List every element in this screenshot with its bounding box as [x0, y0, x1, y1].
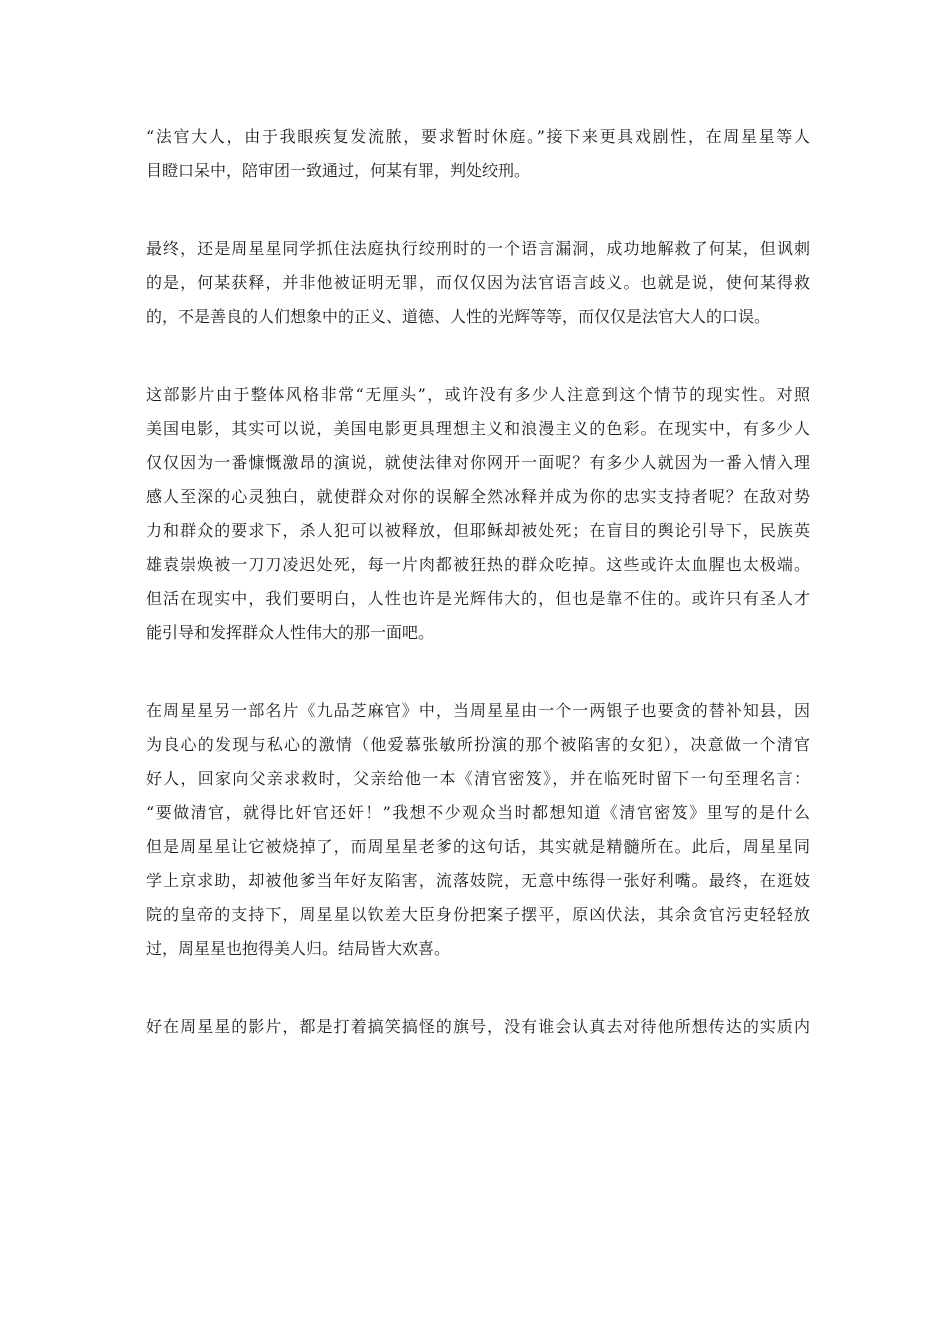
text-line: 好在周星星的影片，都是打着搞笑搞怪的旗号，没有谁会认真去对待他所想传达的实质内: [146, 1017, 810, 1036]
paragraph-2: [146, 232, 810, 334]
text-line: 力和群众的要求下，杀人犯可以被释放，但耶稣却被处死；在盲目的舆论引导下，民族英: [146, 521, 810, 540]
text-line: 美国电影，其实可以说，美国电影更具理想主义和浪漫主义的色彩。在现实中，有多少人: [146, 419, 810, 438]
text-line: “要做清官，就得比奸官还奸！”我想不少观众当时都想知道《清官密笈》里写的是什么: [146, 803, 810, 822]
paragraph-1: [146, 120, 810, 188]
text-line: 目瞪口呆中，陪审团一致通过，何某有罪，判处绞刑。: [146, 161, 531, 180]
text-line: 的，不是善良的人们想象中的正义、道德、人性的光辉等等，而仅仅是法官大人的口误。: [146, 307, 771, 326]
document-body: [146, 120, 810, 1088]
text-line: 但是周星星让它被烧掉了，而周星星老爹的这句话，其实就是精髓所在。此后，周星星同: [146, 837, 810, 856]
text-line: 学上京求助，却被他爹当年好友陷害，流落妓院，无意中练得一张好利嘴。最终，在逛妓: [146, 871, 810, 890]
text-line: 感人至深的心灵独白，就使群众对你的误解全然冰释并成为你的忠实支持者呢？在敌对势: [146, 487, 810, 506]
text-line: 的是，何某获释，并非他被证明无罪，而仅仅因为法官语言歧义。也就是说，使何某得救: [146, 273, 810, 292]
paragraph-3: [146, 378, 810, 650]
paragraph-5: [146, 1010, 810, 1044]
text-line: 最终，还是周星星同学抓住法庭执行绞刑时的一个语言漏洞，成功地解救了何某，但讽刺: [146, 239, 810, 258]
text-line: 这部影片由于整体风格非常“无厘头”，或许没有多少人注意到这个情节的现实性。对照: [146, 385, 810, 404]
text-line: 为良心的发现与私心的激情（他爱慕张敏所扮演的那个被陷害的女犯），决意做一个清官: [146, 735, 810, 754]
text-line: 仅仅因为一番慷慨激昂的演说，就使法律对你网开一面呢？有多少人就因为一番入情入理: [146, 453, 810, 472]
text-line: “法官大人，由于我眼疾复发流脓，要求暂时休庭。”接下来更具戏剧性，在周星星等人: [146, 127, 810, 146]
text-line: 过，周星星也抱得美人归。结局皆大欢喜。: [146, 939, 451, 958]
text-line: 但活在现实中，我们要明白，人性也许是光辉伟大的，但也是靠不住的。或许只有圣人才: [146, 589, 810, 608]
paragraph-4: [146, 694, 810, 966]
text-line: 好人，回家向父亲求救时，父亲给他一本《清官密笈》，并在临死时留下一句至理名言：: [146, 769, 810, 788]
text-line: 雄袁崇焕被一刀刀凌迟处死，每一片肉都被狂热的群众吃掉。这些或许太血腥也太极端。: [146, 555, 810, 574]
text-line: 能引导和发挥群众人性伟大的那一面吧。: [146, 623, 435, 642]
text-line: 院的皇帝的支持下，周星星以钦差大臣身份把案子摆平，原凶伏法，其余贪官污吏轻轻放: [146, 905, 810, 924]
text-line: 在周星星另一部名片《九品芝麻官》中，当周星星由一个一两银子也要贪的替补知县，因: [146, 701, 810, 720]
